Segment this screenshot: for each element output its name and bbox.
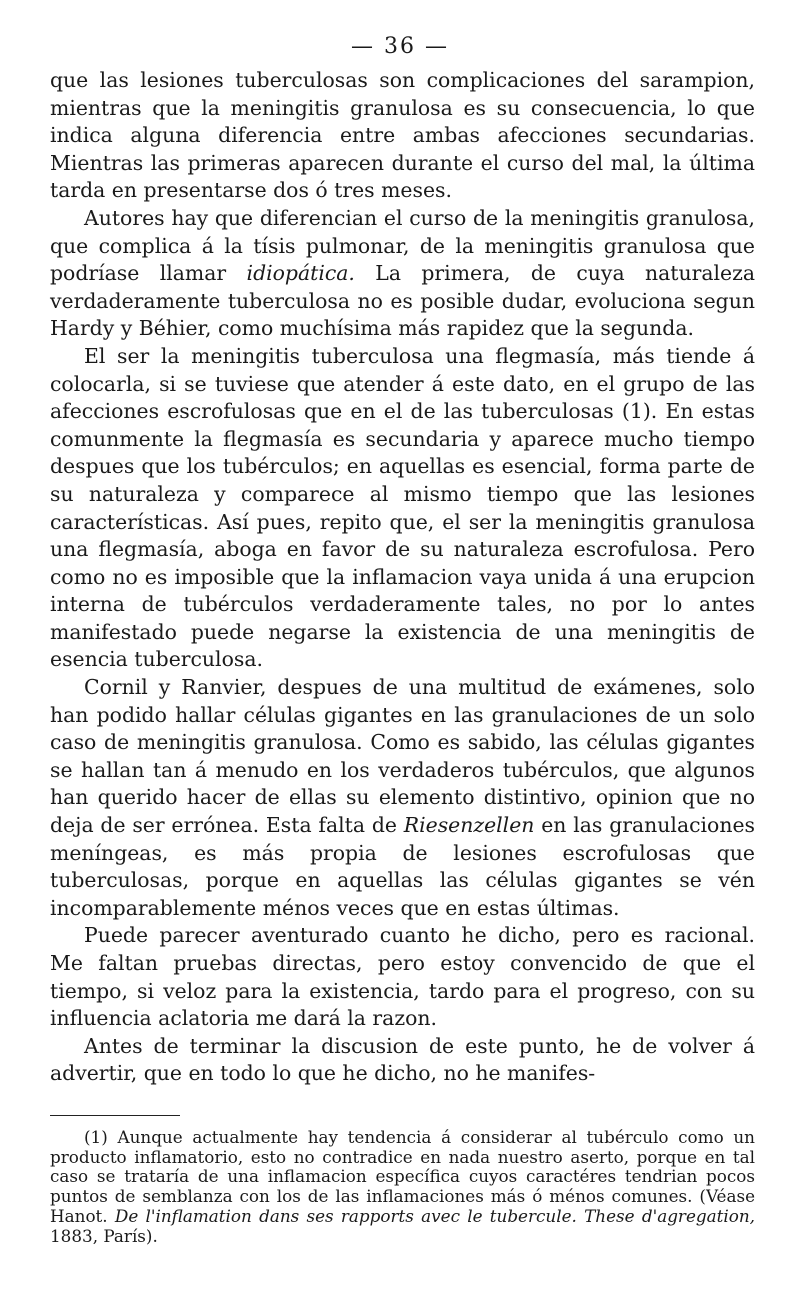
text-run: La primera, de cuya naturaleza verdaderamente tuberculosa no es posible dudar, evoluciona segun Hardy y Béhier, como muchísima más rapidez que la segunda.: [50, 261, 755, 341]
footnote-divider: [50, 1115, 180, 1116]
text-run: que las lesiones tuberculosas son complicaciones del sarampion, mientras que la meningitis granulosa es su consecuencia, lo que indica alguna diferencia entre ambas afecciones secundarias. Mientras las primeras aparecen durante el curso del mal, la última tarda en presentarse dos ó tres meses.: [50, 68, 755, 203]
text-run: Cornil y Ranvier, despues de una multitud de exámenes, solo han podido hallar células gigantes en las granulaciones de un solo caso de meningitis granulosa. Como es sabido, las células gigantes se hallan tan á menudo en los verdaderos tubérculos, que algunos han querido hacer de ellas su elemento distintivo, opinion que no deja de ser errónea. Esta falta de: [50, 675, 755, 838]
text-run: Antes de terminar la discusion de este punto, he de volver á advertir, que en todo lo que he dicho, no he manifes-: [50, 1033, 755, 1086]
page-number: — 36 —: [351, 34, 449, 59]
italic-text: Riesenzellen: [403, 813, 535, 838]
footnote-1: [50, 1128, 755, 1246]
paragraph-4: [50, 674, 755, 922]
italic-text: idiopática.: [246, 261, 355, 286]
text-run: (1) Aunque actualmente hay tendencia á considerar al tubérculo como un producto inflamatorio, esto no contradice en nada nuestro aserto, porque en tal caso se trataría de una inflamacion específica cuyos caractéres tendrian pocos puntos de semblanza con los de las inflamaciones más ó ménos comunes. (Véase Hanot.: [50, 1127, 755, 1226]
text-run: 1883, París).: [50, 1225, 158, 1246]
text-run: El ser la meningitis tuberculosa una flegmasía, más tiende á colocarla, si se tuviese que atender á este dato, en el grupo de las afecciones escrofulosas que en el de las tuberculosas (1). En estas comunmente la flegmasía es secundaria y aparece mucho tiempo despues que los tubérculos; en aquellas es esencial, forma parte de su naturaleza y comparece al mismo tiempo que las lesiones características. Así pues, repito que, el ser la meningitis granulosa una flegmasía, aboga en favor de su naturaleza escrofulosa. Pero como no es imposible que la inflamacion vaya unida á una erupcion interna de tubérculos verdaderamente tales, no por lo antes manifestado puede negarse la existencia de una meningitis de esencia tuberculosa.: [50, 343, 755, 672]
italic-text: De l'inflamation dans ses rapports avec le tubercule. These d'agregation,: [114, 1205, 755, 1226]
text-run: Puede parecer aventurado cuanto he dicho, pero es racional. Me faltan pruebas directas, pero estoy convencido de que el tiempo, si veloz para la existencia, tardo para el progreso, con su influencia aclatoria me dará la razon.: [50, 923, 755, 1031]
paragraph-1: [50, 67, 755, 205]
paragraph-3: [50, 343, 755, 674]
text-run: en las granulaciones meníngeas, es más propia de lesiones escrofulosas que tuberculosas, porque en aquellas las células gigantes se vén incomparablemente ménos veces que en estas últimas.: [50, 813, 755, 920]
paragraph-2: [50, 205, 755, 343]
body-text: [50, 67, 755, 1088]
paragraph-6: [50, 1033, 755, 1088]
text-run: Autores hay que diferencian el curso de la meningitis granulosa, que complica á la tísis pulmonar, de la meningitis granulosa que podríase llamar: [50, 205, 755, 286]
footnote: [50, 1128, 755, 1246]
paragraph-5: [50, 922, 755, 1032]
